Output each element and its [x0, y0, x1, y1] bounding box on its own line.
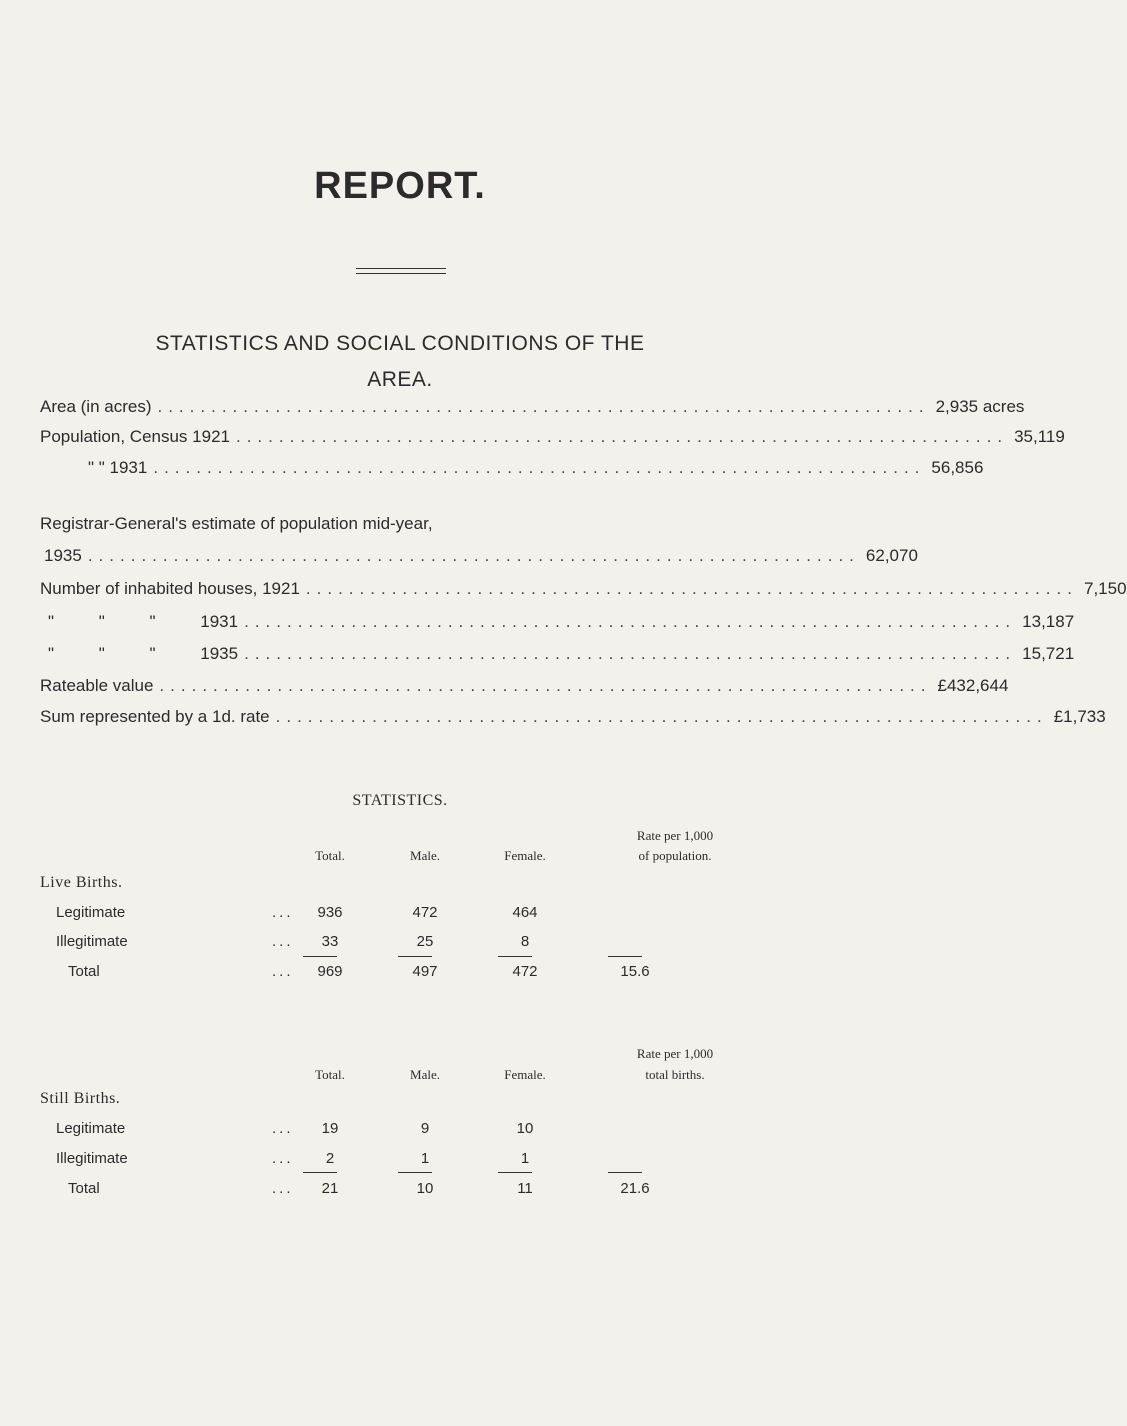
leader-dots: ........................................................................: [153, 458, 926, 477]
population-1921-row: [40, 427, 1065, 453]
cell-male: 25: [416, 933, 434, 950]
live-births-header-male: Male.: [410, 848, 440, 863]
cell-male: 9: [420, 1120, 430, 1137]
estimate-1935-row: [40, 546, 918, 572]
penny-rate-label: Sum represented by a 1d. rate: [40, 707, 270, 726]
sum-rule: [608, 1172, 642, 1173]
leader-dots: ........................................................................: [244, 612, 1017, 631]
live-births-section-title: Live Births.: [40, 874, 123, 891]
still-births-header-female: Female.: [504, 1067, 546, 1082]
sum-rule: [608, 956, 642, 957]
rateable-value-amount: £432,644: [937, 676, 1009, 695]
sum-rule: [498, 1172, 532, 1173]
houses-1935-label: " " " 1935: [48, 644, 239, 663]
population-1931-label: " " 1931: [88, 458, 148, 477]
still-births-header-rate-line1: Rate per 1,000: [636, 1046, 714, 1061]
cell-total: 33: [321, 933, 339, 950]
leader-dots: ........................................................................: [235, 427, 1009, 446]
live-births-header-rate-line2: of population.: [638, 848, 712, 863]
houses-1921-row: [40, 579, 1127, 605]
sum-rule: [303, 956, 337, 957]
leader-dots: ........................................................................: [157, 397, 930, 416]
houses-1935-value: 15,721: [1022, 644, 1075, 663]
cell-male: 472: [412, 904, 438, 921]
statistics-heading: STATISTICS.: [352, 792, 448, 809]
penny-rate-row: [40, 707, 1106, 733]
section-heading-line1: STATISTICS AND SOCIAL CONDITIONS OF THE: [155, 332, 645, 355]
cell-female: 10: [516, 1120, 534, 1137]
cell-male: 1: [420, 1150, 430, 1167]
leader-dots: ........................................................................: [87, 546, 860, 565]
table-row: [40, 1120, 760, 1144]
penny-rate-value: £1,733: [1053, 707, 1106, 726]
cell-rate: 15.6: [620, 963, 650, 980]
row-label: Illegitimate: [56, 1150, 128, 1167]
row-label: Total: [68, 1180, 100, 1197]
leader-dots: ........................................................................: [305, 579, 1078, 598]
cell-female: 472: [512, 963, 538, 980]
leader-dots: ........................................................................: [275, 707, 1048, 726]
title-rule-bottom: [356, 273, 446, 274]
area-label: Area (in acres): [40, 397, 152, 416]
still-births-section-title: Still Births.: [40, 1090, 121, 1107]
table-row: [40, 963, 760, 987]
leader-dots: ...: [272, 963, 294, 980]
still-births-header-male: Male.: [410, 1067, 440, 1082]
houses-1921-label: Number of inhabited houses, 1921: [40, 579, 300, 598]
population-1931-value: 56,856: [931, 458, 984, 477]
sum-rule: [398, 956, 432, 957]
rateable-value-row: [40, 676, 1009, 702]
still-births-header-rate-line2: total births.: [645, 1067, 705, 1082]
area-value: 2,935 acres: [935, 397, 1025, 416]
leader-dots: ...: [272, 1150, 294, 1167]
houses-1931-row: [40, 612, 1075, 638]
houses-1921-value: 7,150: [1083, 579, 1127, 598]
estimate-1935-label: 1935: [44, 546, 82, 565]
rateable-value-label: Rateable value: [40, 676, 154, 695]
section-heading-line2: AREA.: [367, 368, 433, 391]
live-births-header-female: Female.: [504, 848, 546, 863]
leader-dots: ...: [272, 933, 294, 950]
cell-female: 8: [520, 933, 530, 950]
table-row: [40, 904, 760, 928]
estimate-label: Registrar-General's estimate of population mid-year,: [40, 514, 433, 533]
cell-total: 21: [321, 1180, 339, 1197]
area-row: [40, 397, 1025, 423]
population-1921-label: Population, Census 1921: [40, 427, 230, 446]
report-title: REPORT.: [314, 165, 486, 207]
sum-rule: [398, 1172, 432, 1173]
row-label: Illegitimate: [56, 933, 128, 950]
cell-female: 464: [512, 904, 538, 921]
cell-male: 497: [412, 963, 438, 980]
cell-male: 10: [416, 1180, 434, 1197]
houses-1931-value: 13,187: [1022, 612, 1075, 631]
cell-total: 2: [325, 1150, 335, 1167]
houses-1931-label: " " " 1931: [48, 612, 239, 631]
table-row: [40, 1150, 760, 1174]
leader-dots: ........................................................................: [244, 644, 1017, 663]
leader-dots: ...: [272, 904, 294, 921]
table-row: [40, 933, 760, 957]
sum-rule: [498, 956, 532, 957]
estimate-row: [40, 514, 740, 540]
cell-total: 19: [321, 1120, 339, 1137]
row-label: Total: [68, 963, 100, 980]
row-label: Legitimate: [56, 904, 126, 921]
population-1921-value: 35,119: [1014, 427, 1065, 446]
cell-rate: 21.6: [620, 1180, 650, 1197]
cell-total: 969: [317, 963, 343, 980]
population-1931-row: [40, 458, 984, 484]
leader-dots: ...: [272, 1120, 294, 1137]
leader-dots: ...: [272, 1180, 294, 1197]
live-births-header-total: Total.: [315, 848, 345, 863]
cell-total: 936: [317, 904, 343, 921]
live-births-header-rate-line1: Rate per 1,000: [636, 828, 714, 843]
leader-dots: ........................................................................: [159, 676, 932, 695]
sum-rule: [303, 1172, 337, 1173]
cell-female: 11: [517, 1180, 533, 1197]
houses-1935-row: [40, 644, 1075, 670]
estimate-1935-value: 62,070: [865, 546, 918, 565]
title-rule-top: [356, 268, 446, 269]
row-label: Legitimate: [56, 1120, 126, 1137]
still-births-header-total: Total.: [315, 1067, 345, 1082]
table-row: [40, 1180, 760, 1204]
cell-female: 1: [520, 1150, 530, 1167]
